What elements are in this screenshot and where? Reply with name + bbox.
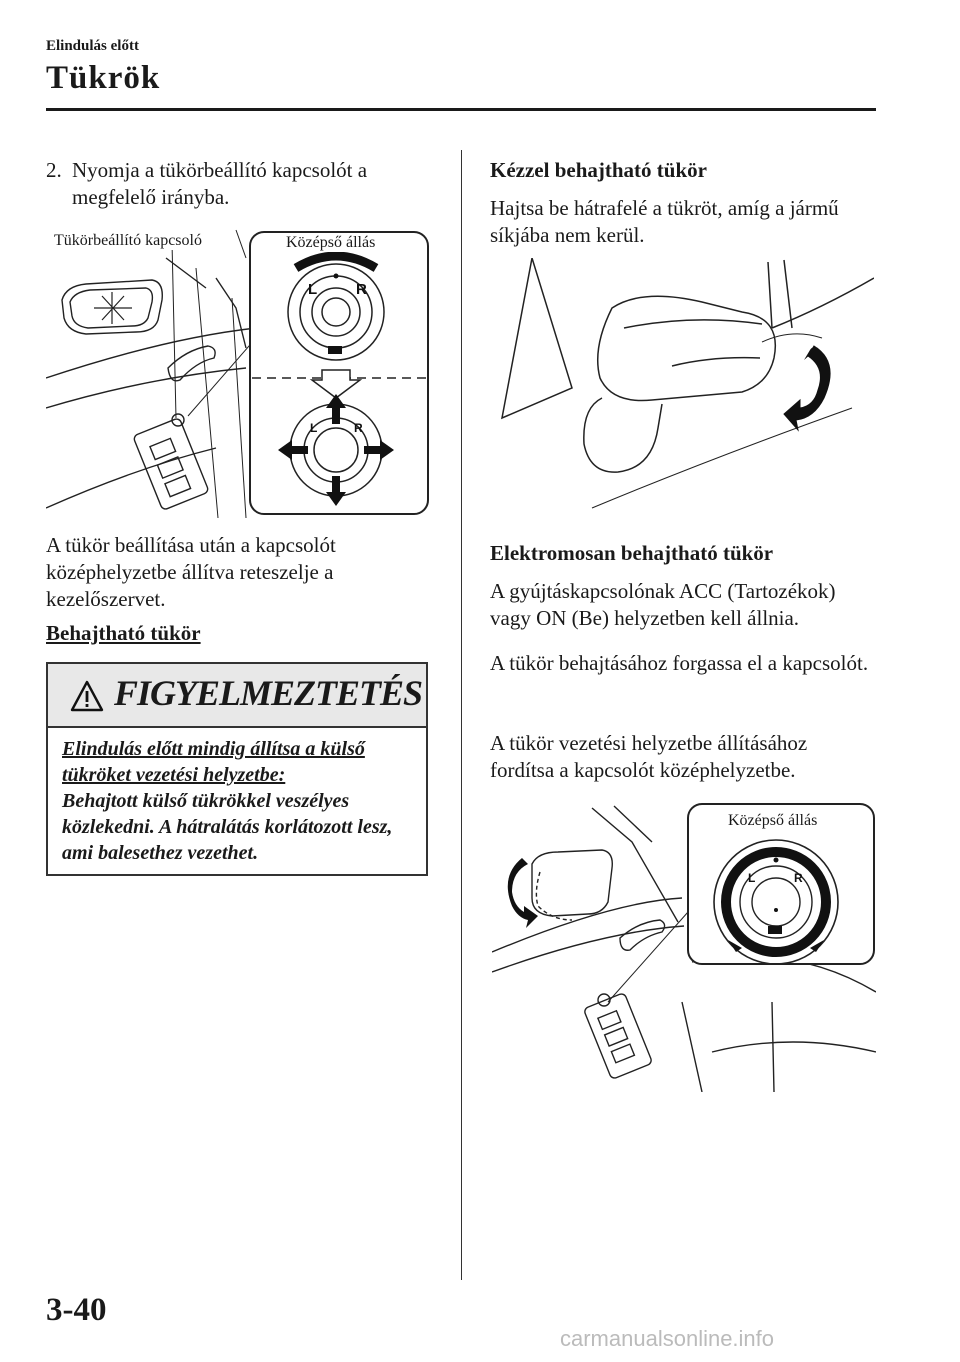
- electric-fold-illustration: [492, 802, 876, 1092]
- electric-fold-figure: [492, 802, 876, 1092]
- manual-fold-illustration: [492, 258, 874, 520]
- switch-label-l-3: L: [748, 871, 756, 885]
- warning-box: [46, 662, 428, 876]
- subheading-folding-mirror: Behajtható tükör: [46, 621, 201, 645]
- electric-folding-text-2: A tükör behajtásához forgassa el a kapcsolót.: [490, 651, 869, 675]
- switch-label-r-3: R: [794, 871, 803, 885]
- electric-folding-text-3: A tükör vezetési helyzetbe állításához fordítsa a kapcsolót középhelyzetbe.: [490, 731, 808, 782]
- heading-electric-folding: Elektromosan behajtható tükör: [490, 541, 774, 565]
- title-rule: [46, 108, 876, 111]
- warning-instruction: Elindulás előtt mindig állítsa a külső tükröket vezetési helyzetbe:: [62, 738, 365, 786]
- electric-folding-text-1: A gyújtáskapcsolónak ACC (Tartozékok) vagy ON (Be) helyzetben kell állnia.: [490, 579, 836, 630]
- switch-label-l: L: [308, 281, 318, 298]
- heading-manual-folding: Kézzel behajtható tükör: [490, 158, 707, 182]
- manual-folding-text: Hajtsa be hátrafelé a tükröt, amíg a jármű síkjába nem kerül.: [490, 196, 839, 247]
- manual-fold-figure: [492, 258, 874, 520]
- warning-header: [48, 664, 426, 728]
- warning-consequence: Behajtott külső tükrökkel veszélyes közlekedni. A hátralátás korlátozott lesz, ami balesethez vezethet.: [62, 790, 393, 864]
- label-mirror-switch: Tükörbeállító kapcsoló: [54, 232, 202, 249]
- page-title: Tükrök: [46, 60, 161, 96]
- label-center-position: Középső állás: [286, 234, 376, 251]
- mirror-switch-illustration: [46, 228, 430, 518]
- after-adjust-text: A tükör beállítása után a kapcsolót középhelyzetbe állítva reteszelje a kezelőszervet.: [46, 533, 336, 611]
- mirror-switch-figure: [46, 228, 430, 518]
- column-divider: [461, 150, 462, 1280]
- step-text: Nyomja a tükörbeállító kapcsolót a megfelelő irányba.: [72, 158, 368, 209]
- step-number: 2.: [46, 158, 62, 182]
- warning-text: [62, 736, 422, 866]
- warning-triangle-icon: [70, 680, 104, 712]
- warning-title: FIGYELMEZTETÉS: [114, 673, 423, 713]
- switch-label-r-2: R: [354, 421, 363, 435]
- page-number: 3-40: [46, 1292, 107, 1328]
- switch-label-l-2: L: [310, 421, 318, 435]
- section-title: Elindulás előtt: [46, 38, 139, 54]
- label-center-position-2: Középső állás: [728, 812, 818, 829]
- watermark: carmanualsonline.info: [560, 1326, 775, 1351]
- switch-label-r: R: [356, 281, 367, 298]
